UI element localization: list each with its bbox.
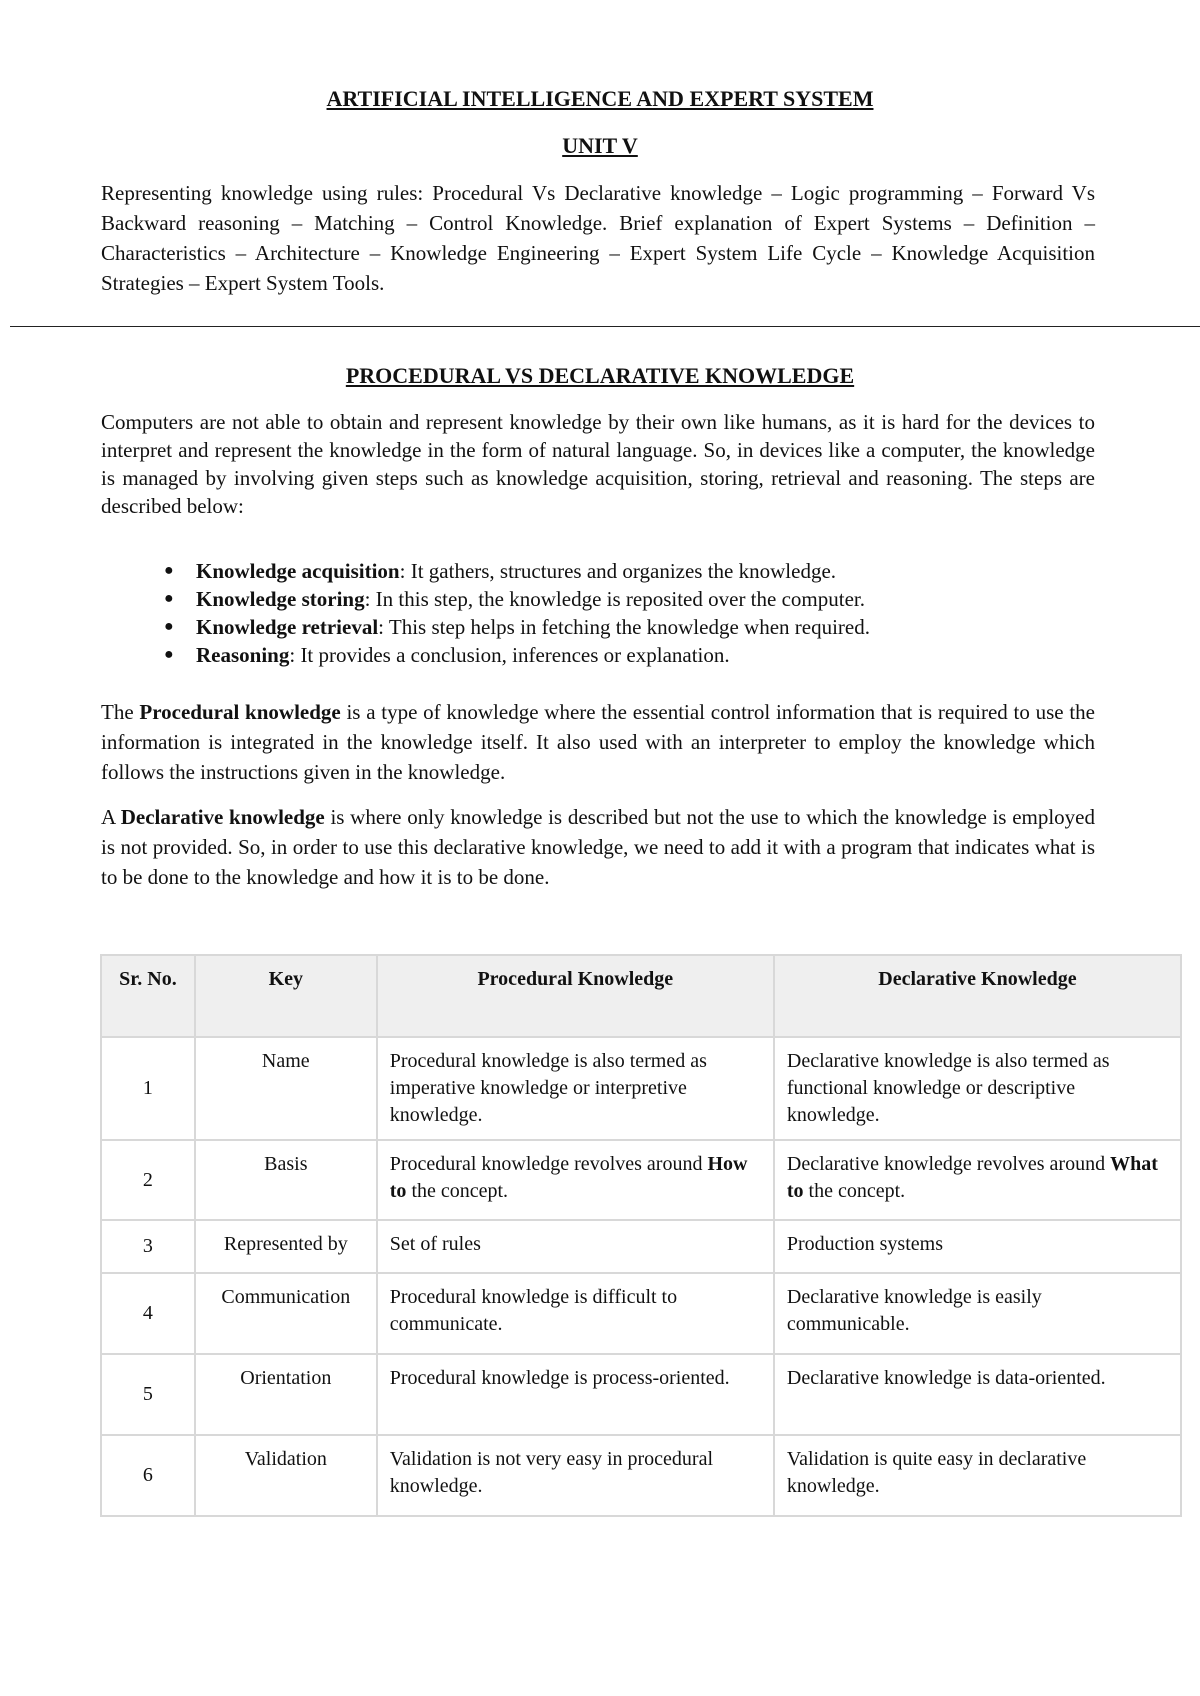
column-header-procedural: Procedural Knowledge [377,955,774,1037]
procedural-cell: Set of rules [377,1220,774,1273]
procedural-cell: Validation is not very easy in procedural knowledge. [377,1435,774,1516]
horizontal-divider [10,326,1200,327]
step-term: Knowledge storing [196,587,365,611]
step-description: : This step helps in fetching the knowledge when required. [378,615,870,639]
declarative-cell: Declarative knowledge is data-oriented. [774,1354,1181,1435]
table-row [101,1273,1181,1354]
document-title: ARTIFICIAL INTELLIGENCE AND EXPERT SYSTEM [326,86,874,111]
table-header-row [101,955,1181,1037]
unit-title: UNIT V [562,133,638,158]
intro-paragraph: Computers are not able to obtain and represent knowledge by their own like humans, as it is hard for the devices to interpret and represent the knowledge in the form of natural language. So, in devices like a computer, the knowledge is managed by involving given steps such as knowledge acquisition, storing, retrieval and reasoning. The steps are described below: [101,410,1095,518]
row-key: Orientation [195,1354,377,1435]
step-term: Knowledge retrieval [196,615,379,639]
syllabus-paragraph: Representing knowledge using rules: Procedural Vs Declarative knowledge – Logic programming – Forward Vs Backward reasoning – Matching – Control Knowledge. Brief explanation of Expert Systems – Definition – Characteristics – Architecture – Knowledge Engineering – Expert System Life Cycle – Knowledge Acquisition Strategies – Expert System Tools. [101,181,1095,295]
row-key: Basis [195,1140,377,1220]
declarative-cell: Declarative knowledge is easily communicable. [774,1273,1181,1354]
table-row [101,1435,1181,1516]
step-term: Reasoning [196,643,290,667]
paragraph-prefix: The [101,700,140,724]
row-key: Validation [195,1435,377,1516]
row-number: 5 [101,1354,195,1435]
column-header-key: Key [195,955,377,1037]
paragraph-body: is where only knowledge is described but not the use to which the knowledge is employed is not provided. So, in order to use this declarative knowledge, we need to add it with a program that indicates what is to be done to the knowledge and how it is to be done. [101,805,1096,889]
declarative-term: Declarative knowledge [120,805,325,829]
procedural-cell: Procedural knowledge is difficult to communicate. [377,1273,774,1354]
table-row [101,1140,1181,1220]
knowledge-steps-list [164,557,1096,669]
bullet-icon: ● [164,646,174,663]
list-item [164,557,1096,585]
row-number: 6 [101,1435,195,1516]
row-number: 1 [101,1037,195,1140]
section-title: PROCEDURAL VS DECLARATIVE KNOWLEDGE [345,363,855,388]
paragraph-prefix: A [101,805,121,829]
column-header-sr-no: Sr. No. [101,955,195,1037]
row-number: 2 [101,1140,195,1220]
procedural-cell: Procedural knowledge is also termed as imperative knowledge or interpretive knowledge. [377,1037,774,1140]
list-item [164,641,1096,669]
bullet-icon: ● [164,562,174,579]
declarative-cell: Production systems [774,1220,1181,1273]
bullet-icon: ● [164,590,174,607]
declarative-knowledge-paragraph [101,802,1095,892]
column-header-declarative: Declarative Knowledge [774,955,1181,1037]
paragraph-body: is a type of knowledge where the essential control information that is required to use the information is integrated in the knowledge itself. It also used with an interpreter to employ the knowledge which follows the instructions given in the knowledge. [101,700,1095,784]
procedural-knowledge-paragraph [101,697,1095,787]
list-item [164,613,1096,641]
bullet-icon: ● [164,618,174,635]
declarative-cell: Declarative knowledge is also termed as functional knowledge or descriptive knowledge. [774,1037,1181,1140]
step-term: Knowledge acquisition [196,559,400,583]
step-description: : It provides a conclusion, inferences or explanation. [289,643,730,667]
table-row [101,1037,1181,1140]
cell-text: the concept. [406,1180,509,1202]
cell-emphasis: What to [786,1153,1158,1202]
cell-text: Procedural knowledge revolves around [389,1153,708,1175]
cell-text: Declarative knowledge revolves around [786,1153,1111,1175]
row-key: Represented by [195,1220,377,1273]
row-key: Name [195,1037,377,1140]
declarative-cell [774,1140,1181,1220]
cell-emphasis: How to [389,1153,748,1202]
procedural-cell [377,1140,774,1220]
procedural-term: Procedural knowledge [139,700,341,724]
row-key: Communication [195,1273,377,1354]
step-description: : It gathers, structures and organizes the knowledge. [399,559,837,583]
comparison-table [100,954,1182,1517]
procedural-cell: Procedural knowledge is process-oriented. [377,1354,774,1435]
declarative-cell: Validation is quite easy in declarative knowledge. [774,1435,1181,1516]
list-item [164,585,1096,613]
step-description: : In this step, the knowledge is reposited over the computer. [364,587,865,611]
row-number: 3 [101,1220,195,1273]
table-row [101,1220,1181,1273]
cell-text: the concept. [803,1180,906,1202]
table-row [101,1354,1181,1435]
row-number: 4 [101,1273,195,1354]
